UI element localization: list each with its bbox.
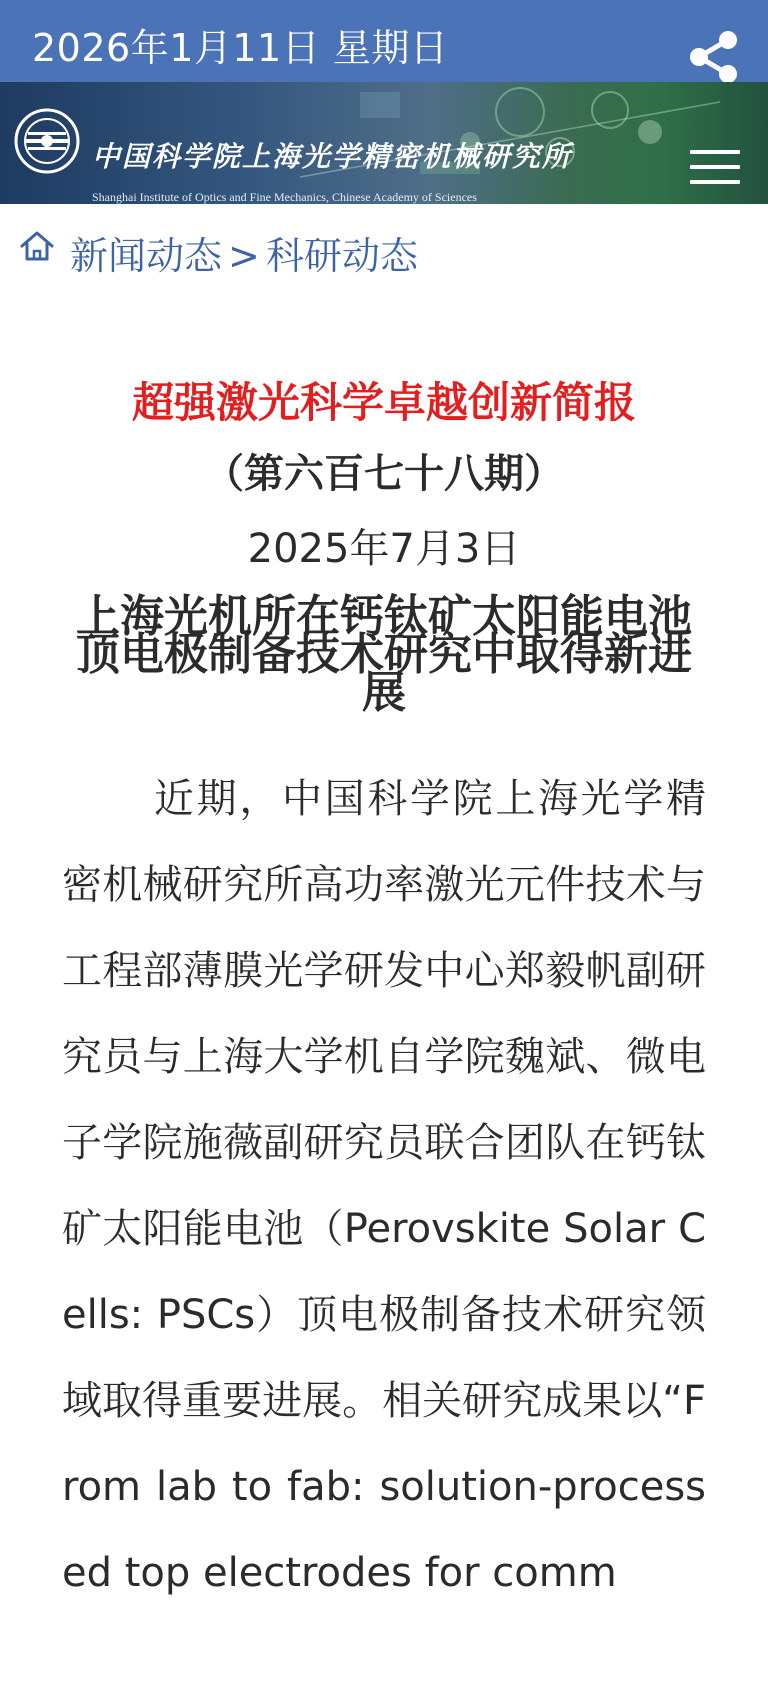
hamburger-menu-icon[interactable] — [690, 150, 740, 186]
cas-seal-logo — [14, 108, 80, 174]
institute-name-cn: 中国科学院上海光学精密机械研究所 — [92, 140, 573, 173]
briefing-title: 超强激光科学卓越创新简报 — [131, 378, 636, 427]
article-body: 近期，中国科学院上海光学精密机械研究所高功率激光元件技术与工程部薄膜光学研发中心郑毅帆副研究员与上海大学机自学院魏斌、微电子学院施薇副研究员联合团队在钙钛矿太阳能电池（Perovskite Solar Cells: PSCs）顶电极制备技术研究领域取得重要进展。相关研究成果以“From lab to fab: solution-processed top electrodes for comm — [62, 776, 706, 1596]
publish-date: 2025年7月3日 — [247, 526, 521, 572]
article-headline: 上海光机所在钙钛矿太阳能电池顶电极制备技术研究中取得新进展 — [76, 591, 692, 718]
breadcrumb-research[interactable]: 科研动态 — [266, 234, 419, 278]
top-date-bar — [0, 0, 768, 82]
breadcrumb-news[interactable]: 新闻动态 — [70, 234, 223, 278]
institute-banner — [0, 82, 768, 204]
share-icon[interactable] — [686, 30, 742, 86]
issue-number: （第六百七十八期） — [204, 451, 564, 497]
current-date: 2026年1月11日 星期日 — [32, 26, 449, 70]
institute-name-en: Shanghai Institute of Optics and Fine Mechanics, Chinese Academy of Sciences — [92, 190, 477, 204]
home-icon[interactable] — [18, 228, 56, 266]
breadcrumb-separator: > — [228, 234, 260, 278]
